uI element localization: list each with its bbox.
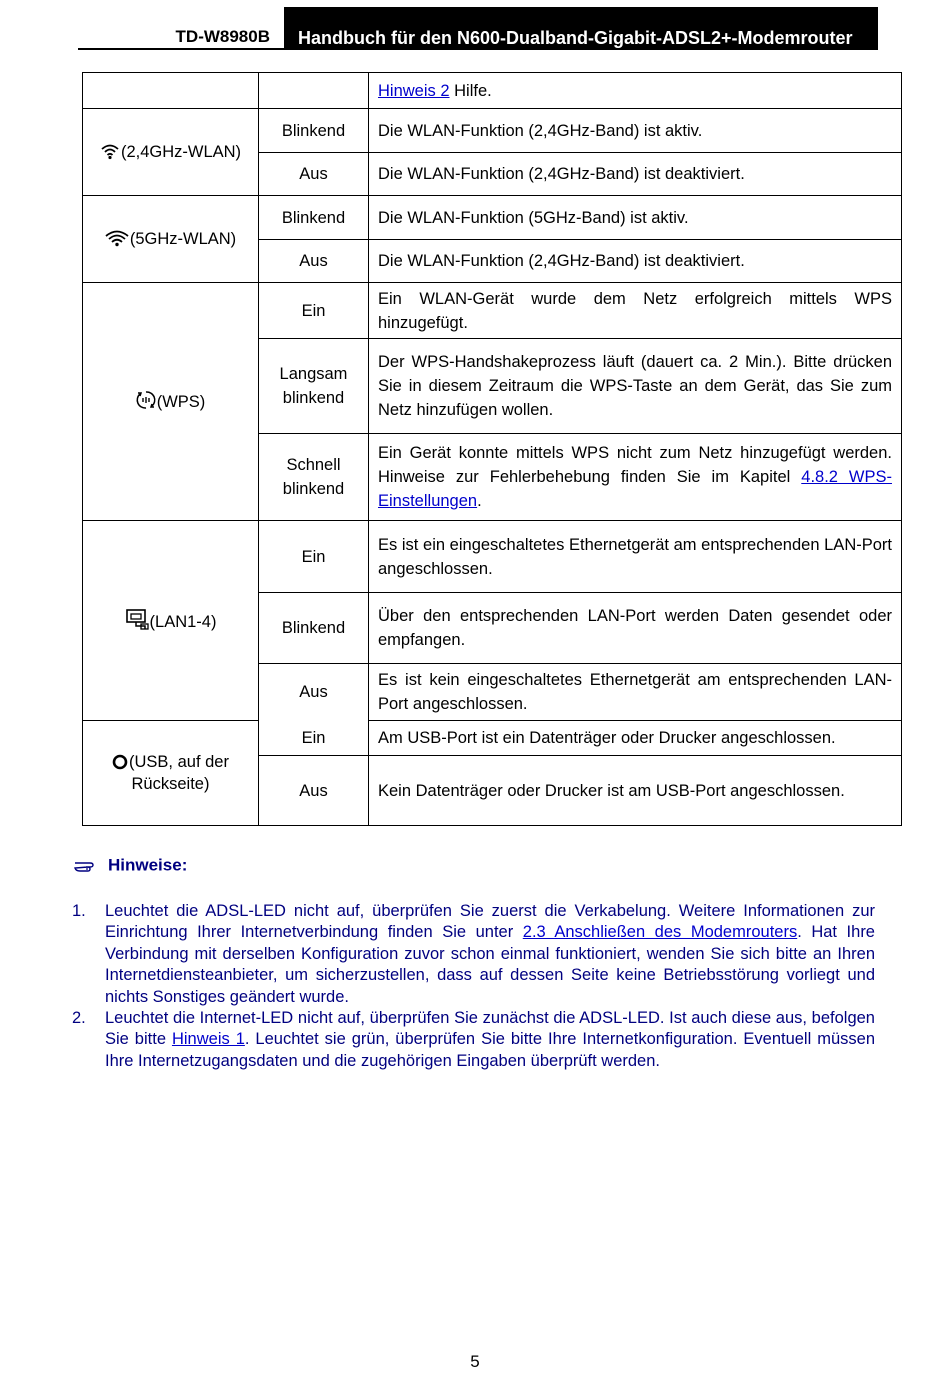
pointing-hand-icon (74, 858, 102, 874)
notes-list (72, 901, 875, 1072)
wps-settings-link[interactable]: 4.8.2 WPS-Einstellungen (378, 468, 892, 510)
wifi-5ghz-icon (105, 229, 129, 247)
table-row: Aus Es ist kein eingeschaltetes Ethernetgerät am entsprechenden LAN-Port angeschlossen. (83, 664, 902, 721)
list-item: 1. Leuchtet die ADSL-LED nicht auf, überprüfen Sie zuerst die Verkabelung. Weitere Informationen zur Einrichtung Ihrer Internetverbindung finden Sie unter 2.3 Anschließen des Modemrouters. Hat Ihre Verbindung mit derselben Konfiguration zuvor schon einmal funktioniert, wenden Sie sich bitte an Ihren Internetdiensteanbieter, um sicherzustellen, dass auf dessen Seite keine Betriebsstörung vorliegt und nichts Sonstiges geändert wurde. (72, 902, 875, 1006)
usb-icon (112, 754, 128, 770)
hinweis-2-link[interactable]: Hinweis 2 (378, 82, 450, 100)
header-model: TD-W8980B (78, 24, 284, 50)
list-item: 2. Leuchtet die Internet-LED nicht auf, überprüfen Sie zunächst die ADSL-LED. Ist auch diese aus, befolgen Sie bitte Hinweis 1. Leuchtet sie grün, überprüfen Sie bitte Ihre Internetkonfiguration. Eventuell müssen Ihre Internetzugangsdaten und die zugehörigen Eingaben überprüft werden. (72, 1009, 875, 1070)
table-row: (2,4GHz-WLAN) Blinkend Die WLAN-Funktion (2,4GHz-Band) ist aktiv. (83, 109, 902, 153)
table-row: Aus Die WLAN-Funktion (2,4GHz-Band) ist deaktiviert. (83, 240, 902, 283)
table-row: Schnell blinkend Ein Gerät konnte mittels WPS nicht zum Netz hinzugefügt werden. Hinweise zur Fehlerbehebung finden Sie im Kapitel 4.8.2 WPS-Einstellungen. (83, 434, 902, 521)
table-row: Aus Kein Datenträger oder Drucker ist am USB-Port angeschlossen. (83, 756, 902, 826)
table-row: Langsam blinkend Der WPS-Handshakeprozess läuft (dauert ca. 2 Min.). Bitte drücken Sie in diesem Zeitraum die WPS-Taste an dem Gerät, das Sie zum Netz hinzufügen wollen. (83, 339, 902, 434)
wps-icon (136, 390, 156, 410)
table-row: Blinkend Über den entsprechenden LAN-Port werden Daten gesendet oder empfangen. (83, 593, 902, 664)
table-row: Aus Die WLAN-Funktion (2,4GHz-Band) ist deaktiviert. (83, 153, 902, 196)
table-row: (LAN1-4) Ein Es ist ein eingeschaltetes Ethernetgerät am entsprechenden LAN-Port angeschlossen. (83, 521, 902, 593)
header-title: Handbuch für den N600-Dualband-Gigabit-ADSL2+-Modemrouter (284, 7, 878, 50)
anschliessen-link[interactable]: 2.3 Anschließen des Modemrouters (522, 923, 798, 942)
wifi-icon (100, 142, 120, 160)
led-usb: (USB, auf der Rückseite) (83, 721, 259, 826)
led-wlan24: (2,4GHz-WLAN) (83, 109, 259, 196)
table-row: (5GHz-WLAN) Blinkend Die WLAN-Funktion (5GHz-Band) ist aktiv. (83, 196, 902, 240)
table-row: (USB, auf der Rückseite) Ein Am USB-Port ist ein Datenträger oder Drucker angeschlossen. (83, 721, 902, 756)
table-row: Hinweis 2 Hilfe. (83, 73, 902, 109)
hinweis-1-link[interactable]: Hinweis 1 (171, 1030, 245, 1049)
led-lan: (LAN1-4) (83, 521, 259, 721)
led-wlan5: (5GHz-WLAN) (83, 196, 259, 283)
notes-heading: Hinweise: (74, 855, 187, 876)
lan-icon (125, 608, 149, 630)
led-wps: (WPS) (83, 283, 259, 521)
table-row: (WPS) Ein Ein WLAN-Gerät wurde dem Netz erfolgreich mittels WPS hinzugefügt. (83, 283, 902, 339)
led-status-table (82, 72, 902, 826)
page-number: 5 (470, 1352, 480, 1371)
